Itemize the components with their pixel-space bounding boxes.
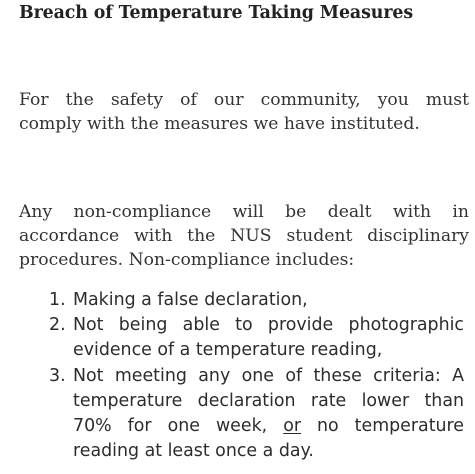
list-item-line: evidence of a temperature reading,	[73, 340, 383, 361]
list-item	[49, 364, 464, 464]
safety-line-2: comply with the measures we have instituted.	[19, 114, 420, 134]
list-item-line: Not being able to provide photographic	[73, 315, 464, 336]
noncompliance-list	[49, 288, 464, 464]
list-item-number: 1.	[49, 290, 66, 310]
page-title: Breach of Temperature Taking Measures	[19, 3, 414, 23]
noncompliance-line-1: Any non-compliance will be dealt with in	[19, 202, 469, 222]
noncompliance-paragraph	[19, 200, 469, 272]
list-item-number: 3.	[49, 365, 66, 386]
list-item-number: 2.	[49, 315, 66, 336]
list-item	[49, 288, 464, 313]
list-item-line-mixed	[73, 414, 464, 439]
safety-paragraph	[19, 88, 469, 136]
list-item-line: reading at least once a day.	[73, 440, 314, 461]
underlined-or: or	[283, 415, 301, 436]
list-item-line: temperature declaration rate lower than	[73, 390, 464, 411]
noncompliance-line-2: accordance with the NUS student disciplinary	[19, 226, 469, 246]
line-prefix: 70% for one week,	[73, 415, 284, 436]
noncompliance-line-3: procedures. Non-compliance includes:	[19, 250, 355, 270]
list-item	[49, 313, 464, 363]
line-suffix: no temperature	[301, 415, 464, 436]
list-item-line: Not meeting any one of these criteria: A	[73, 365, 464, 386]
list-item-line: Making a false declaration,	[73, 290, 308, 310]
safety-line-1: For the safety of our community, you must	[19, 90, 469, 110]
